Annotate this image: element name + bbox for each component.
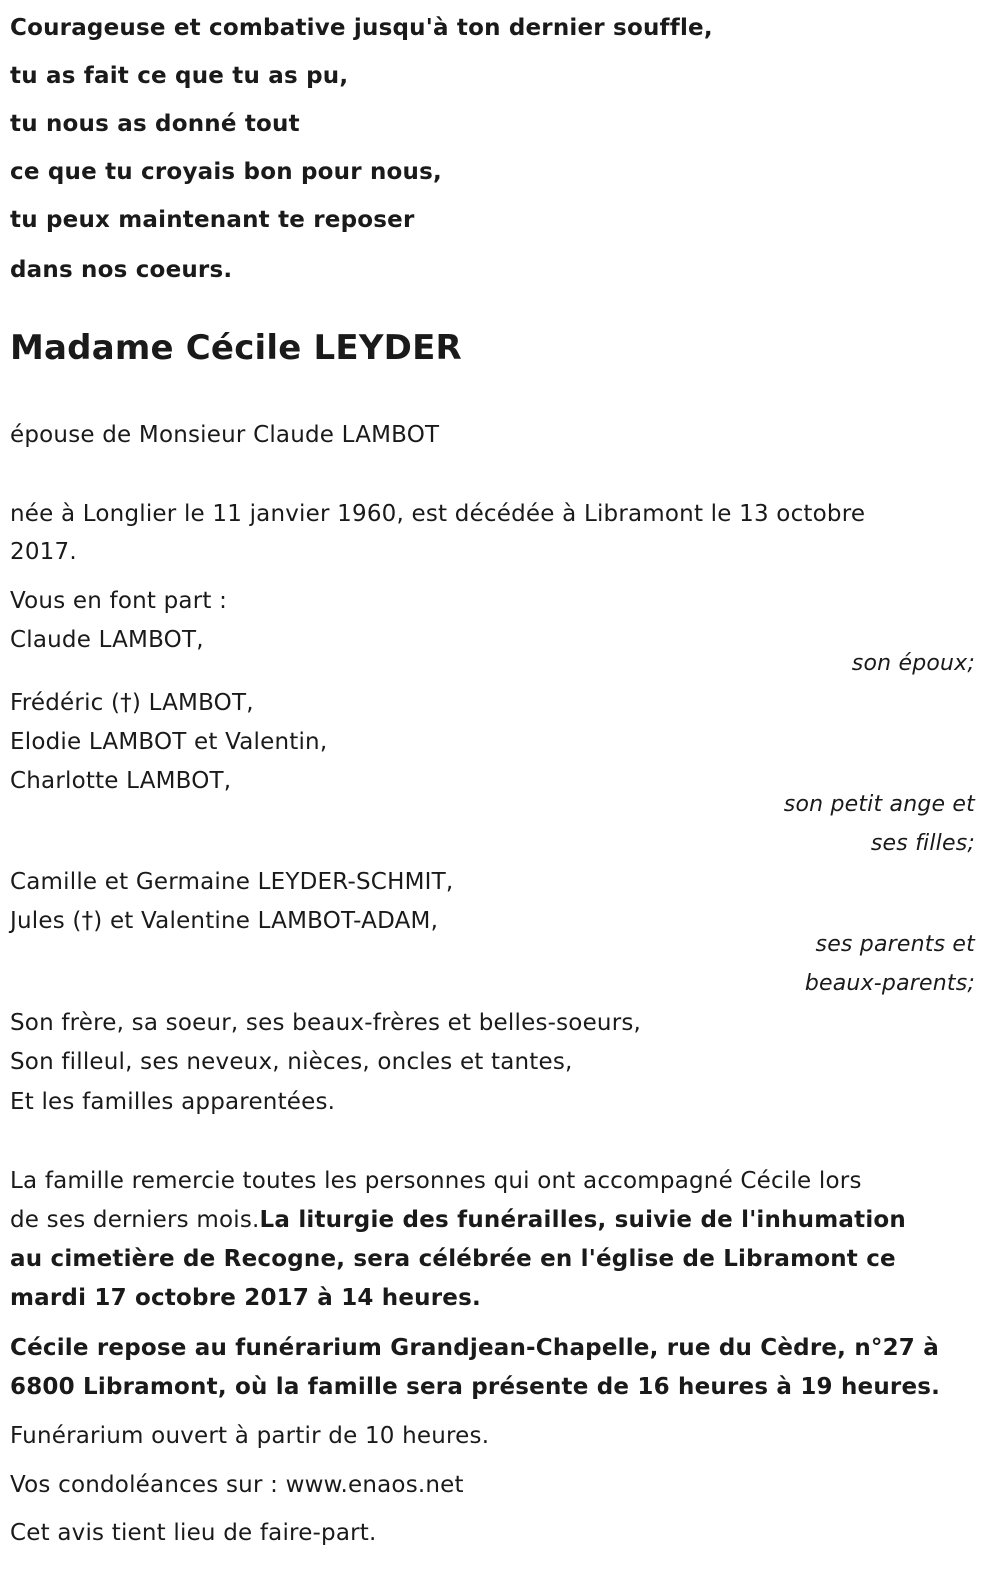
thanks-end: de ses derniers mois. [10,1207,260,1233]
family-member: Jules (†) et Valentine LAMBOT-ADAM, [10,908,439,934]
family-role: ses parents et [815,932,975,957]
poem-line: ce que tu croyais bon pour nous, [10,159,442,185]
deceased-name: Madame Cécile LEYDER [10,328,462,368]
family-role: ses filles; [870,831,975,856]
family-role: beaux-parents; [804,971,975,996]
rest-line: Cécile repose au funérarium Grandjean-Chapelle, rue du Cèdre, n°27 à [10,1335,939,1361]
family-member: Et les familles apparentées. [10,1089,336,1115]
family-member: Frédéric (†) LAMBOT, [10,690,254,716]
funeral-start: La liturgie des funérailles, suivie de l'inhumation [259,1207,906,1233]
notice-line: Cet avis tient lieu de faire-part. [10,1520,377,1546]
announce-line: Vous en font part : [10,588,228,614]
opening-hours: Funérarium ouvert à partir de 10 heures. [10,1423,490,1449]
birth-death-line: 2017. [10,539,77,565]
poem-line: tu nous as donné tout [10,111,300,137]
family-member: Son frère, sa soeur, ses beaux-frères et belles-soeurs, [10,1010,642,1036]
spouse-line: épouse de Monsieur Claude LAMBOT [10,422,440,448]
family-member: Son filleul, ses neveux, nièces, oncles et tantes, [10,1049,573,1075]
poem-line: tu peux maintenant te reposer [10,207,415,233]
thanks-line: La famille remercie toutes les personnes qui ont accompagné Cécile lors [10,1168,862,1194]
birth-death-line: née à Longlier le 11 janvier 1960, est décédée à Libramont le 13 octobre [10,501,866,527]
family-member: Claude LAMBOT, [10,627,204,653]
family-member: Camille et Germaine LEYDER-SCHMIT, [10,869,454,895]
thanks-funeral-line [10,1205,906,1235]
poem-line: tu as fait ce que tu as pu, [10,63,349,89]
poem-line: Courageuse et combative jusqu'à ton dernier souffle, [10,15,713,41]
funeral-line: mardi 17 octobre 2017 à 14 heures. [10,1285,481,1311]
family-member: Elodie LAMBOT et Valentin, [10,729,328,755]
condolences-line: Vos condoléances sur : www.enaos.net [10,1472,464,1498]
family-role: son époux; [851,651,975,676]
poem-line: dans nos coeurs. [10,257,233,283]
family-member: Charlotte LAMBOT, [10,768,232,794]
funeral-line: au cimetière de Recogne, sera célébrée en l'église de Libramont ce [10,1246,896,1272]
rest-line: 6800 Libramont, où la famille sera présente de 16 heures à 19 heures. [10,1374,941,1400]
family-role: son petit ange et [783,792,975,817]
